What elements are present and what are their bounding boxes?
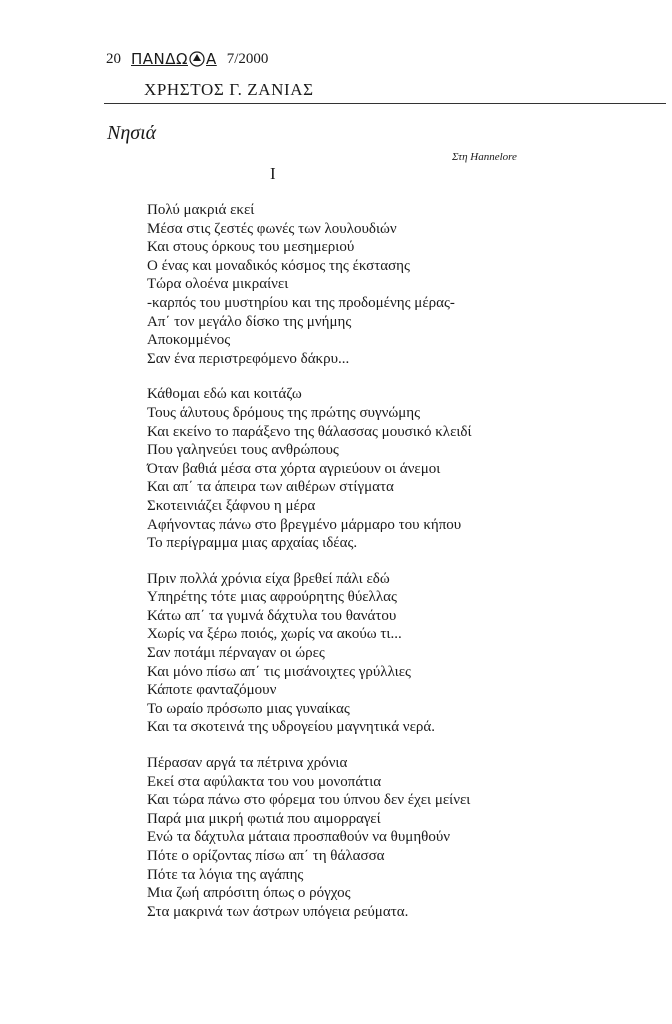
- poem-line: Μέσα στις ζεστές φωνές των λουλουδιών: [147, 220, 397, 237]
- poem-line: Χωρίς να ξέρω ποιός, χωρίς να ακούω τι...: [147, 626, 402, 643]
- stanza: [147, 201, 647, 368]
- author-name: ΧΡΗΣΤΟΣ Γ. ΖΑΝΙΑΣ: [144, 80, 314, 99]
- poem-line: Το ωραίο πρόσωπο μιας γυναίκας: [147, 700, 350, 717]
- pandora-box-icon: [189, 50, 205, 68]
- poem-line: Το περίγραμμα μιας αρχαίας ιδέας.: [147, 535, 358, 552]
- poem-line: Υπηρέτης τότε μιας αφρούρητης θύελλας: [147, 589, 397, 606]
- poem-line: Κάποτε φανταζόμουν: [147, 682, 277, 699]
- poem-line: Αφήνοντας πάνω στο βρεγμένο μάρμαρο του κήπου: [147, 516, 462, 533]
- poem-line: Απ΄ τον μεγάλο δίσκο της μνήμης: [147, 313, 352, 330]
- poem-line: Σαν ποτάμι πέρναγαν οι ώρες: [147, 645, 325, 662]
- poem-line: Κάτω απ΄ τα γυμνά δάχτυλα του θανάτου: [147, 607, 397, 624]
- stanza: [147, 754, 647, 921]
- poem-line: Και τώρα πάνω στο φόρεμα του ύπνου δεν έχει μείνει: [147, 792, 471, 809]
- section-numeral: Ι: [270, 164, 276, 183]
- poem-line: Πότε τα λόγια της αγάπης: [147, 866, 304, 883]
- poem-line: Και τα σκοτεινά της υδρογείου μαγνητικά νερά.: [147, 719, 435, 736]
- poem-line: Πότε ο ορίζοντας πίσω απ΄ τη θάλασσα: [147, 848, 385, 864]
- poem-line: Μια ζωή απρόσιτη όπως ο ρόγχος: [147, 885, 351, 902]
- journal-logo: [131, 50, 217, 68]
- poem-title: Νησιά: [107, 122, 157, 144]
- poem-line: Στα μακρινά των άστρων υπόγεια ρεύματα.: [147, 903, 409, 920]
- poem-line: Όταν βαθιά μέσα στα χόρτα αγριεύουν οι άνεμοι: [147, 460, 441, 477]
- poem-line: Πέρασαν αργά τα πέτρινα χρόνια: [147, 755, 348, 772]
- poem-line: Και μόνο πίσω απ΄ τις μισάνοιχτες γρύλλιες: [147, 663, 411, 680]
- poem-line: Που γαληνεύει τους ανθρώπους: [147, 442, 339, 459]
- poem-line: Σαν ένα περιστρεφόμενο δάκρυ...: [147, 350, 350, 367]
- poem-line: Και στους όρκους του μεσημεριού: [147, 239, 355, 256]
- page-number: 20: [106, 50, 121, 67]
- running-header: [106, 50, 268, 68]
- header-divider: [104, 103, 666, 104]
- poem-line: Σκοτεινιάζει ξάφνου η μέρα: [147, 497, 316, 514]
- poem-body: [147, 201, 647, 938]
- poem-line: Ο ένας και μοναδικός κόσμος της έκστασης: [147, 257, 410, 274]
- poem-line: Παρά μια μικρή φωτιά που αιμορραγεί: [147, 810, 381, 827]
- poem-line: Και εκείνο το παράξενο της θάλασσας μουσικό κλειδί: [147, 423, 472, 440]
- poem-line: Τώρα ολοένα μικραίνει: [147, 276, 289, 293]
- poem-line: Και απ΄ τα άπειρα των αιθέρων στίγματα: [147, 479, 394, 496]
- poem-line: Ενώ τα δάχτυλα μάταια προσπαθούν να θυμηθούν: [147, 829, 451, 846]
- poem-line: Πολύ μακριά εκεί: [147, 202, 255, 218]
- poem-line: Τους άλυτους δρόμους της πρώτης συγνώμης: [147, 404, 421, 421]
- stanza: [147, 570, 647, 737]
- stanza: [147, 385, 647, 552]
- poem-line: Αποκομμένος: [147, 332, 231, 349]
- dedication: Στη Hannelore: [452, 151, 517, 163]
- poem-line: Πριν πολλά χρόνια είχα βρεθεί πάλι εδώ: [147, 570, 390, 587]
- poem-line: Κάθομαι εδώ και κοιτάζω: [147, 386, 302, 403]
- poem-line: Εκεί στα αφύλακτα του νου μονοπάτια: [147, 773, 382, 790]
- issue-number: 7/2000: [226, 50, 269, 67]
- poem-line: -καρπός του μυστηρίου και της προδομένης μέρας-: [147, 294, 455, 311]
- journal-logo-right: Α: [206, 50, 217, 68]
- journal-logo-left: ΠΑΝΔΩ: [131, 50, 188, 68]
